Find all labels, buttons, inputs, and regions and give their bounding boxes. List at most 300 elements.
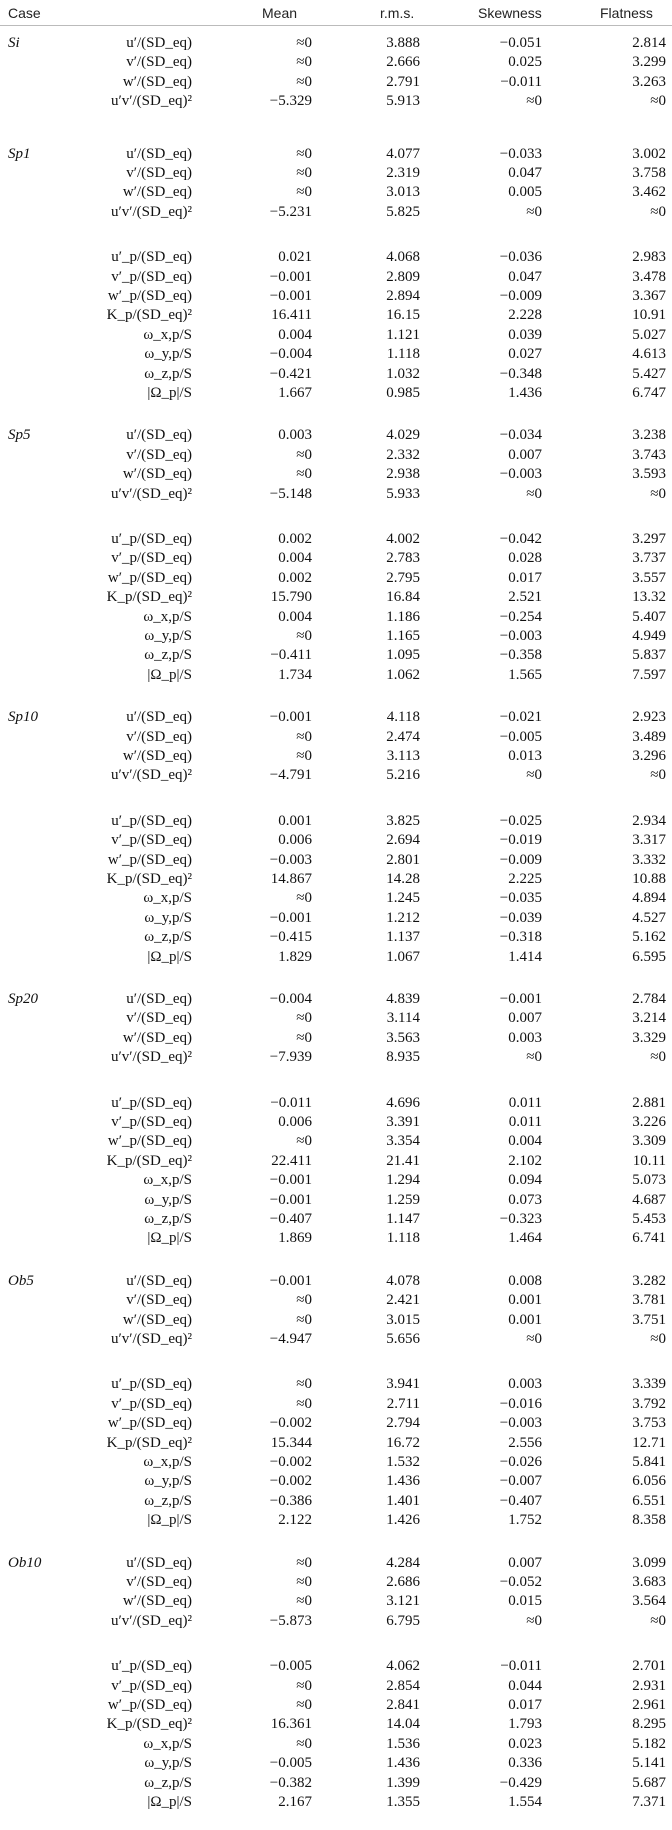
mean-value: 0.003 <box>278 427 312 443</box>
skewness-value: −0.011 <box>500 74 542 90</box>
skewness-value: 0.073 <box>508 1192 542 1208</box>
rms-value: 1.436 <box>386 1473 420 1489</box>
quantity-label: w′/(SD_eq) <box>122 748 192 764</box>
rms-value: 1.062 <box>386 667 420 683</box>
flatness-value: 3.557 <box>632 570 666 586</box>
quantity-label: ω_y,p/S <box>144 628 192 644</box>
flatness-value: 3.238 <box>632 427 666 443</box>
quantity-label: ω_z,p/S <box>144 1493 192 1509</box>
table-row <box>0 445 672 465</box>
rms-value: 2.694 <box>386 832 420 848</box>
table-row <box>0 1190 672 1210</box>
quantity-label: |Ω_p|/S <box>147 385 192 401</box>
mean-value: −0.411 <box>270 647 312 663</box>
mean-value: ≈0 <box>296 74 312 90</box>
quantity-label: K_p/(SD_eq)² <box>106 871 192 887</box>
skewness-value: 0.001 <box>508 1312 542 1328</box>
rms-value: 1.426 <box>386 1512 420 1528</box>
skewness-value: −0.254 <box>499 609 542 625</box>
table-row <box>0 305 672 325</box>
mean-value: ≈0 <box>296 466 312 482</box>
rms-value: 2.841 <box>386 1697 420 1713</box>
quantity-label: ω_x,p/S <box>143 327 192 343</box>
mean-value: −0.001 <box>269 269 312 285</box>
rms-value: 21.41 <box>386 1153 420 1169</box>
quantity-label: u′_p/(SD_eq) <box>111 1095 192 1111</box>
quantity-label: v′_p/(SD_eq) <box>111 1396 192 1412</box>
rms-value: 4.062 <box>386 1658 420 1674</box>
skewness-value: −0.429 <box>499 1775 542 1791</box>
skewness-value: ≈0 <box>526 1331 542 1347</box>
table-row <box>0 888 672 908</box>
rms-value: 5.216 <box>386 767 420 783</box>
quantity-label: ω_z,p/S <box>144 647 192 663</box>
skewness-value: 0.007 <box>508 1555 542 1571</box>
table-row <box>0 1112 672 1132</box>
flatness-value: ≈0 <box>650 204 666 220</box>
skewness-value: −0.005 <box>499 729 542 745</box>
quantity-label: |Ω_p|/S <box>147 667 192 683</box>
rms-value: 16.84 <box>386 589 420 605</box>
table-row <box>0 1553 672 1573</box>
table-row <box>0 1209 672 1229</box>
rms-value: 2.711 <box>386 1396 420 1412</box>
table-row <box>0 144 672 164</box>
flatness-value: 2.923 <box>632 709 666 725</box>
table-row <box>0 568 672 588</box>
skewness-value: 0.011 <box>508 1095 542 1111</box>
flatness-value: 5.837 <box>632 647 666 663</box>
flatness-value: 3.683 <box>632 1574 666 1590</box>
table-row <box>0 1734 672 1754</box>
quantity-label: u′v′/(SD_eq)² <box>110 767 192 783</box>
quantity-label: u′_p/(SD_eq) <box>111 531 192 547</box>
skewness-value: 0.094 <box>508 1172 542 1188</box>
rms-value: 1.294 <box>386 1172 420 1188</box>
quantity-label: ω_y,p/S <box>144 1755 192 1771</box>
mean-value: 15.344 <box>270 1435 312 1451</box>
table-row <box>0 1792 672 1812</box>
quantity-label: u′v′/(SD_eq)² <box>110 1049 192 1065</box>
quantity-label: w′/(SD_eq) <box>122 1593 192 1609</box>
mean-value: ≈0 <box>296 54 312 70</box>
mean-value: −4.947 <box>269 1331 312 1347</box>
table-row <box>0 1591 672 1611</box>
flatness-value: 3.737 <box>632 550 666 566</box>
skewness-value: −0.033 <box>499 146 542 162</box>
quantity-label: w′_p/(SD_eq) <box>107 1697 192 1713</box>
skewness-value: −0.001 <box>499 991 542 1007</box>
flatness-value: 2.701 <box>632 1658 666 1674</box>
table-row <box>0 1329 672 1349</box>
mean-value: ≈0 <box>296 1697 312 1713</box>
quantity-label: v′/(SD_eq) <box>126 165 192 181</box>
quantity-label: ω_z,p/S <box>144 929 192 945</box>
flatness-value: 4.949 <box>632 628 666 644</box>
quantity-label: w′/(SD_eq) <box>122 1312 192 1328</box>
table-row <box>0 267 672 287</box>
flatness-value: 7.371 <box>632 1794 666 1810</box>
quantity-label: u′v′/(SD_eq)² <box>110 486 192 502</box>
mean-value: ≈0 <box>296 748 312 764</box>
rms-value: 3.941 <box>386 1376 420 1392</box>
quantity-label: ω_z,p/S <box>144 1775 192 1791</box>
mean-value: 1.829 <box>278 949 312 965</box>
table-row <box>0 1028 672 1048</box>
mean-value: ≈0 <box>296 146 312 162</box>
skewness-value: −0.025 <box>499 813 542 829</box>
quantity-label: K_p/(SD_eq)² <box>106 589 192 605</box>
skewness-value: 0.004 <box>508 1133 542 1149</box>
mean-value: ≈0 <box>296 165 312 181</box>
rms-value: 5.825 <box>386 204 420 220</box>
mean-value: ≈0 <box>296 1292 312 1308</box>
mean-value: ≈0 <box>296 1133 312 1149</box>
quantity-label: ω_x,p/S <box>143 1172 192 1188</box>
skewness-value: 0.017 <box>508 1697 542 1713</box>
quantity-label: ω_y,p/S <box>144 910 192 926</box>
quantity-label: K_p/(SD_eq)² <box>106 1435 192 1451</box>
skewness-value: −0.003 <box>499 466 542 482</box>
skewness-value: 0.047 <box>508 269 542 285</box>
case-label: Si <box>8 35 20 51</box>
quantity-label: u′/(SD_eq) <box>126 709 192 725</box>
skewness-value: −0.348 <box>499 366 542 382</box>
skewness-value: 0.015 <box>508 1593 542 1609</box>
rms-value: 2.474 <box>386 729 420 745</box>
quantity-label: w′_p/(SD_eq) <box>107 1415 192 1431</box>
quantity-label: u′_p/(SD_eq) <box>111 813 192 829</box>
skewness-value: 0.008 <box>508 1273 542 1289</box>
rms-value: 4.078 <box>386 1273 420 1289</box>
quantity-label: w′_p/(SD_eq) <box>107 852 192 868</box>
table-row <box>0 529 672 549</box>
header-case: Case <box>8 5 41 21</box>
quantity-label: w′_p/(SD_eq) <box>107 570 192 586</box>
mean-value: 15.790 <box>270 589 312 605</box>
rms-value: 5.656 <box>386 1331 420 1347</box>
flatness-value: 6.056 <box>632 1473 666 1489</box>
rms-value: 2.686 <box>386 1574 420 1590</box>
skewness-value: 0.007 <box>508 447 542 463</box>
skewness-value: 1.464 <box>508 1230 542 1246</box>
quantity-label: K_p/(SD_eq)² <box>106 1153 192 1169</box>
skewness-value: −0.052 <box>499 1574 542 1590</box>
case-label: Sp1 <box>8 146 31 162</box>
mean-value: 0.021 <box>278 249 312 265</box>
mean-value: −5.148 <box>269 486 312 502</box>
flatness-value: 2.881 <box>632 1095 666 1111</box>
quantity-label: ω_y,p/S <box>144 346 192 362</box>
flatness-value: 6.741 <box>632 1230 666 1246</box>
quantity-label: |Ω_p|/S <box>147 1794 192 1810</box>
quantity-label: u′/(SD_eq) <box>126 146 192 162</box>
quantity-label: v′_p/(SD_eq) <box>111 1114 192 1130</box>
rms-value: 1.436 <box>386 1755 420 1771</box>
rms-value: 1.399 <box>386 1775 420 1791</box>
flatness-value: 3.332 <box>632 852 666 868</box>
flatness-value: 3.099 <box>632 1555 666 1571</box>
flatness-value: 3.743 <box>632 447 666 463</box>
rms-value: 0.985 <box>386 385 420 401</box>
skewness-value: 0.001 <box>508 1292 542 1308</box>
rms-value: 16.72 <box>386 1435 420 1451</box>
mean-value: 2.122 <box>278 1512 312 1528</box>
quantity-label: |Ω_p|/S <box>147 949 192 965</box>
mean-value: 0.004 <box>278 327 312 343</box>
skewness-value: 1.414 <box>508 949 542 965</box>
table-row <box>0 344 672 364</box>
rms-value: 1.118 <box>386 346 420 362</box>
table-row <box>0 1773 672 1793</box>
flatness-value: 2.784 <box>632 991 666 1007</box>
table-row <box>0 727 672 747</box>
quantity-label: v′/(SD_eq) <box>126 1292 192 1308</box>
mean-value: −0.001 <box>269 1172 312 1188</box>
skewness-value: ≈0 <box>526 93 542 109</box>
quantity-label: w′/(SD_eq) <box>122 1030 192 1046</box>
quantity-label: v′_p/(SD_eq) <box>111 269 192 285</box>
flatness-value: 3.317 <box>632 832 666 848</box>
table-row <box>0 811 672 831</box>
rms-value: 4.002 <box>386 531 420 547</box>
mean-value: −0.001 <box>269 1192 312 1208</box>
quantity-label: u′/(SD_eq) <box>126 427 192 443</box>
quantity-label: ω_y,p/S <box>144 1473 192 1489</box>
mean-value: −0.386 <box>269 1493 312 1509</box>
flatness-value: ≈0 <box>650 93 666 109</box>
rms-value: 1.401 <box>386 1493 420 1509</box>
flatness-value: 3.593 <box>632 466 666 482</box>
quantity-label: v′/(SD_eq) <box>126 1574 192 1590</box>
rms-value: 4.839 <box>386 991 420 1007</box>
flatness-value: 4.687 <box>632 1192 666 1208</box>
mean-value: 2.167 <box>278 1794 312 1810</box>
flatness-value: ≈0 <box>650 486 666 502</box>
table-row <box>0 1510 672 1530</box>
flatness-value: 3.282 <box>632 1273 666 1289</box>
skewness-value: −0.007 <box>499 1473 542 1489</box>
table-row <box>0 645 672 665</box>
quantity-label: v′/(SD_eq) <box>126 1010 192 1026</box>
flatness-value: 10.88 <box>632 871 666 887</box>
table-row <box>0 383 672 403</box>
table-row <box>0 626 672 646</box>
flatness-value: 5.182 <box>632 1736 666 1752</box>
skewness-value: −0.011 <box>500 1658 542 1674</box>
mean-value: −0.001 <box>269 910 312 926</box>
skewness-value: 0.003 <box>508 1030 542 1046</box>
mean-value: 0.004 <box>278 609 312 625</box>
table-row <box>0 1374 672 1394</box>
header-skewness: Skewness <box>478 5 542 21</box>
table-row <box>0 52 672 72</box>
rms-value: 5.913 <box>386 93 420 109</box>
flatness-value: 3.781 <box>632 1292 666 1308</box>
flatness-value: 3.002 <box>632 146 666 162</box>
table-row <box>0 72 672 92</box>
rms-value: 4.284 <box>386 1555 420 1571</box>
rms-value: 2.783 <box>386 550 420 566</box>
table-row <box>0 1656 672 1676</box>
mean-value: −5.873 <box>269 1613 312 1629</box>
quantity-label: K_p/(SD_eq)² <box>106 307 192 323</box>
flatness-value: 6.747 <box>632 385 666 401</box>
rms-value: 2.666 <box>386 54 420 70</box>
skewness-value: −0.039 <box>499 910 542 926</box>
skewness-value: 0.013 <box>508 748 542 764</box>
rms-value: 2.421 <box>386 1292 420 1308</box>
rms-value: 1.137 <box>386 929 420 945</box>
rms-value: 4.029 <box>386 427 420 443</box>
flatness-value: 3.462 <box>632 184 666 200</box>
mean-value: −0.407 <box>269 1211 312 1227</box>
mean-value: −0.005 <box>269 1658 312 1674</box>
flatness-value: 4.527 <box>632 910 666 926</box>
mean-value: 1.667 <box>278 385 312 401</box>
skewness-value: ≈0 <box>526 767 542 783</box>
flatness-value: 3.226 <box>632 1114 666 1130</box>
table-row <box>0 91 672 111</box>
quantity-label: w′/(SD_eq) <box>122 466 192 482</box>
flatness-value: ≈0 <box>650 1331 666 1347</box>
mean-value: 1.734 <box>278 667 312 683</box>
quantity-label: w′/(SD_eq) <box>122 184 192 200</box>
table-row <box>0 746 672 766</box>
case-label: Sp10 <box>8 709 38 725</box>
mean-value: 0.006 <box>278 1114 312 1130</box>
rms-value: 14.04 <box>386 1716 420 1732</box>
table-row <box>0 665 672 685</box>
table-row <box>0 484 672 504</box>
rms-value: 3.825 <box>386 813 420 829</box>
table-row <box>0 1290 672 1310</box>
mean-value: ≈0 <box>296 35 312 51</box>
table-row <box>0 587 672 607</box>
skewness-value: 0.025 <box>508 54 542 70</box>
header-rms: r.m.s. <box>380 5 415 21</box>
table-row <box>0 1413 672 1433</box>
skewness-value: −0.358 <box>499 647 542 663</box>
table-row <box>0 1611 672 1631</box>
mean-value: ≈0 <box>296 184 312 200</box>
case-label: Ob5 <box>8 1273 34 1289</box>
mean-value: −0.421 <box>269 366 312 382</box>
flatness-value: ≈0 <box>650 767 666 783</box>
quantity-label: v′_p/(SD_eq) <box>111 832 192 848</box>
quantity-label: u′v′/(SD_eq)² <box>110 204 192 220</box>
flatness-value: 6.595 <box>632 949 666 965</box>
quantity-label: u′/(SD_eq) <box>126 1273 192 1289</box>
skewness-value: 0.027 <box>508 346 542 362</box>
rms-value: 1.536 <box>386 1736 420 1752</box>
mean-value: 16.411 <box>271 307 312 323</box>
skewness-value: 0.007 <box>508 1010 542 1026</box>
flatness-value: 5.407 <box>632 609 666 625</box>
table-row <box>0 425 672 445</box>
rms-value: 3.015 <box>386 1312 420 1328</box>
rms-value: 1.032 <box>386 366 420 382</box>
table-row <box>0 830 672 850</box>
table-row <box>0 1271 672 1291</box>
flatness-value: 2.931 <box>632 1678 666 1694</box>
skewness-value: 0.005 <box>508 184 542 200</box>
mean-value: ≈0 <box>296 628 312 644</box>
table-row <box>0 364 672 384</box>
skewness-value: −0.042 <box>499 531 542 547</box>
mean-value: 1.869 <box>278 1230 312 1246</box>
rms-value: 3.113 <box>386 748 420 764</box>
mean-value: 0.002 <box>278 570 312 586</box>
rms-value: 1.186 <box>386 609 420 625</box>
mean-value: ≈0 <box>296 729 312 745</box>
rms-value: 1.212 <box>386 910 420 926</box>
quantity-label: |Ω_p|/S <box>147 1512 192 1528</box>
quantity-label: v′_p/(SD_eq) <box>111 1678 192 1694</box>
mean-value: ≈0 <box>296 1593 312 1609</box>
table-row <box>0 1695 672 1715</box>
rms-value: 3.391 <box>386 1114 420 1130</box>
mean-value: ≈0 <box>296 1555 312 1571</box>
skewness-value: −0.034 <box>499 427 542 443</box>
mean-value: ≈0 <box>296 1376 312 1392</box>
rms-value: 1.118 <box>386 1230 420 1246</box>
quantity-label: ω_z,p/S <box>144 1211 192 1227</box>
mean-value: −0.003 <box>269 852 312 868</box>
quantity-label: ω_y,p/S <box>144 1192 192 1208</box>
skewness-value: −0.003 <box>499 1415 542 1431</box>
rms-value: 1.245 <box>386 890 420 906</box>
quantity-label: u′/(SD_eq) <box>126 1555 192 1571</box>
quantity-label: u′/(SD_eq) <box>126 991 192 1007</box>
skewness-value: −0.323 <box>499 1211 542 1227</box>
skewness-value: −0.016 <box>499 1396 542 1412</box>
rms-value: 16.15 <box>386 307 420 323</box>
table-row <box>0 1047 672 1067</box>
mean-value: −0.001 <box>269 1273 312 1289</box>
mean-value: ≈0 <box>296 1030 312 1046</box>
skewness-value: −0.021 <box>499 709 542 725</box>
rms-value: 3.354 <box>386 1133 420 1149</box>
rms-value: 2.809 <box>386 269 420 285</box>
skewness-value: 1.752 <box>508 1512 542 1528</box>
flatness-value: 4.894 <box>632 890 666 906</box>
rms-value: 1.165 <box>386 628 420 644</box>
quantity-label: ω_x,p/S <box>143 890 192 906</box>
skewness-value: 0.039 <box>508 327 542 343</box>
flatness-value: 3.792 <box>632 1396 666 1412</box>
mean-value: −7.939 <box>269 1049 312 1065</box>
table-row <box>0 325 672 345</box>
case-label: Ob10 <box>8 1555 42 1571</box>
quantity-label: v′/(SD_eq) <box>126 54 192 70</box>
flatness-value: 2.961 <box>632 1697 666 1713</box>
mean-value: 22.411 <box>271 1153 312 1169</box>
mean-value: −0.001 <box>269 709 312 725</box>
rms-value: 3.888 <box>386 35 420 51</box>
skewness-value: 0.017 <box>508 570 542 586</box>
table-row <box>0 947 672 967</box>
quantity-label: w′_p/(SD_eq) <box>107 1133 192 1149</box>
skewness-value: 0.023 <box>508 1736 542 1752</box>
table-row <box>0 182 672 202</box>
mean-value: −0.002 <box>269 1473 312 1489</box>
table-row <box>0 850 672 870</box>
quantity-label: v′/(SD_eq) <box>126 447 192 463</box>
flatness-value: 3.263 <box>632 74 666 90</box>
table-row <box>0 1394 672 1414</box>
flatness-value: 3.758 <box>632 165 666 181</box>
